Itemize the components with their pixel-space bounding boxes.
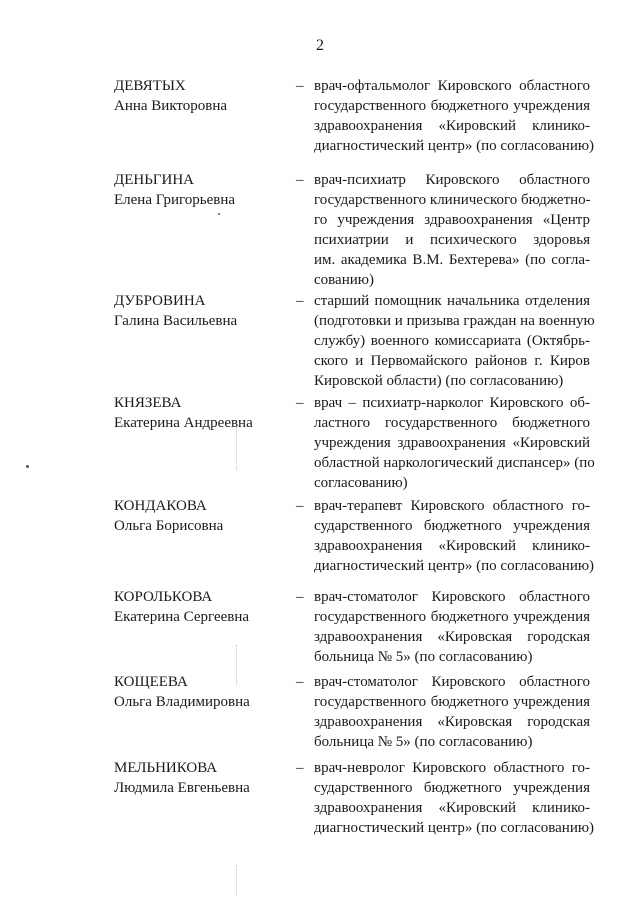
member-given-names: Анна Викторовна [114,98,228,114]
member-name [114,496,289,536]
role-line: врач-стоматолог Кировского областного [314,589,590,605]
role-line: сударственного бюджетного учреждения [314,518,590,534]
member-surname: ДЕВЯТЫХ [114,78,186,94]
member-role [314,496,595,576]
role-line: государственного клинического бюджетно- [314,192,591,208]
member-name [114,170,289,210]
member-surname: КНЯЗЕВА [114,395,182,411]
member-given-names: Ольга Владимировна [114,694,250,710]
member-surname: КОЩЕЕВА [114,674,188,690]
member-role [314,170,590,290]
role-line: ластного государственного бюджетного [314,415,590,431]
role-line: го учреждения здравоохранения «Центр [314,212,590,228]
member-role [314,393,595,493]
member-given-names: Ольга Борисовна [114,518,224,534]
separator-dash: – [296,760,304,776]
role-line: Кировской области) (по согласованию) [314,373,564,389]
role-line: сованию) [314,272,374,288]
separator-dash: – [296,78,304,94]
role-line: больница № 5» (по согласованию) [314,734,533,750]
separator-dash: – [296,498,304,514]
role-line: врач – психиатр-нарколог Кировского об- [314,395,590,411]
member-role [314,587,590,667]
role-line: здравоохранения «Кировская городская [314,714,590,730]
member-given-names: Людмила Евгеньевна [114,780,250,796]
member-name [114,758,289,798]
member-surname: КОРОЛЬКОВА [114,589,213,605]
role-line: сударственного бюджетного учреждения [314,780,590,796]
member-role [314,672,590,752]
role-line: государственного бюджетного учреждения [314,98,590,114]
role-line: здравоохранения «Кировский клинико- [314,118,590,134]
scan-artifact-line [236,865,238,895]
role-line: согласованию) [314,475,408,491]
member-name [114,291,289,331]
role-line: диагностический центр» (по согласованию) [314,138,595,154]
role-line: им. академика В.М. Бехтерева» (по согла- [314,252,590,268]
member-name [114,393,289,433]
member-surname: КОНДАКОВА [114,498,207,514]
role-line: службу) военного комиссариата (Октябрь- [314,333,590,349]
role-line: областной наркологический диспансер» (по [314,455,595,471]
role-line: врач-стоматолог Кировского областного [314,674,590,690]
separator-dash: – [296,674,304,690]
role-line: врач-невролог Кировского областного го- [314,760,590,776]
scan-artifact-speck [26,465,29,468]
role-line: диагностический центр» (по согласованию) [314,820,595,836]
role-line: больница № 5» (по согласованию) [314,649,533,665]
role-line: врач-офтальмолог Кировского областного [314,78,590,94]
role-line: здравоохранения «Кировский клинико- [314,800,590,816]
role-line: государственного бюджетного учреждения [314,694,590,710]
role-line: врач-терапевт Кировского областного го- [314,498,590,514]
member-surname: ДЕНЬГИНА [114,172,195,188]
member-given-names: Екатерина Сергеевна [114,609,250,625]
role-line: старший помощник начальника отделения [314,293,590,309]
role-line: (подготовки и призыва граждан на военную [314,313,595,329]
member-given-names: Елена Григорьевна [114,192,236,208]
role-line: врач-психиатр Кировского областного [314,172,590,188]
role-line: здравоохранения «Кировская городская [314,629,590,645]
member-role [314,758,595,838]
scan-artifact-speck [218,213,220,215]
role-line: психиатрии и психического здоровья [314,232,590,248]
separator-dash: – [296,172,304,188]
role-line: учреждения здравоохранения «Кировский [314,435,590,451]
role-line: ского и Первомайского районов г. Киров [314,353,590,369]
member-surname: МЕЛЬНИКОВА [114,760,218,776]
page-number: 2 [316,37,324,54]
member-name [114,672,289,712]
separator-dash: – [296,293,304,309]
member-given-names: Галина Васильевна [114,313,238,329]
role-line: диагностический центр» (по согласованию) [314,558,595,574]
role-line: здравоохранения «Кировский клинико- [314,538,590,554]
member-surname: ДУБРОВИНА [114,293,206,309]
role-line: государственного бюджетного учреждения [314,609,590,625]
separator-dash: – [296,589,304,605]
separator-dash: – [296,395,304,411]
member-name [114,587,289,627]
member-role [314,291,595,391]
member-given-names: Екатерина Андреевна [114,415,253,431]
member-name [114,76,289,116]
member-role [314,76,595,156]
